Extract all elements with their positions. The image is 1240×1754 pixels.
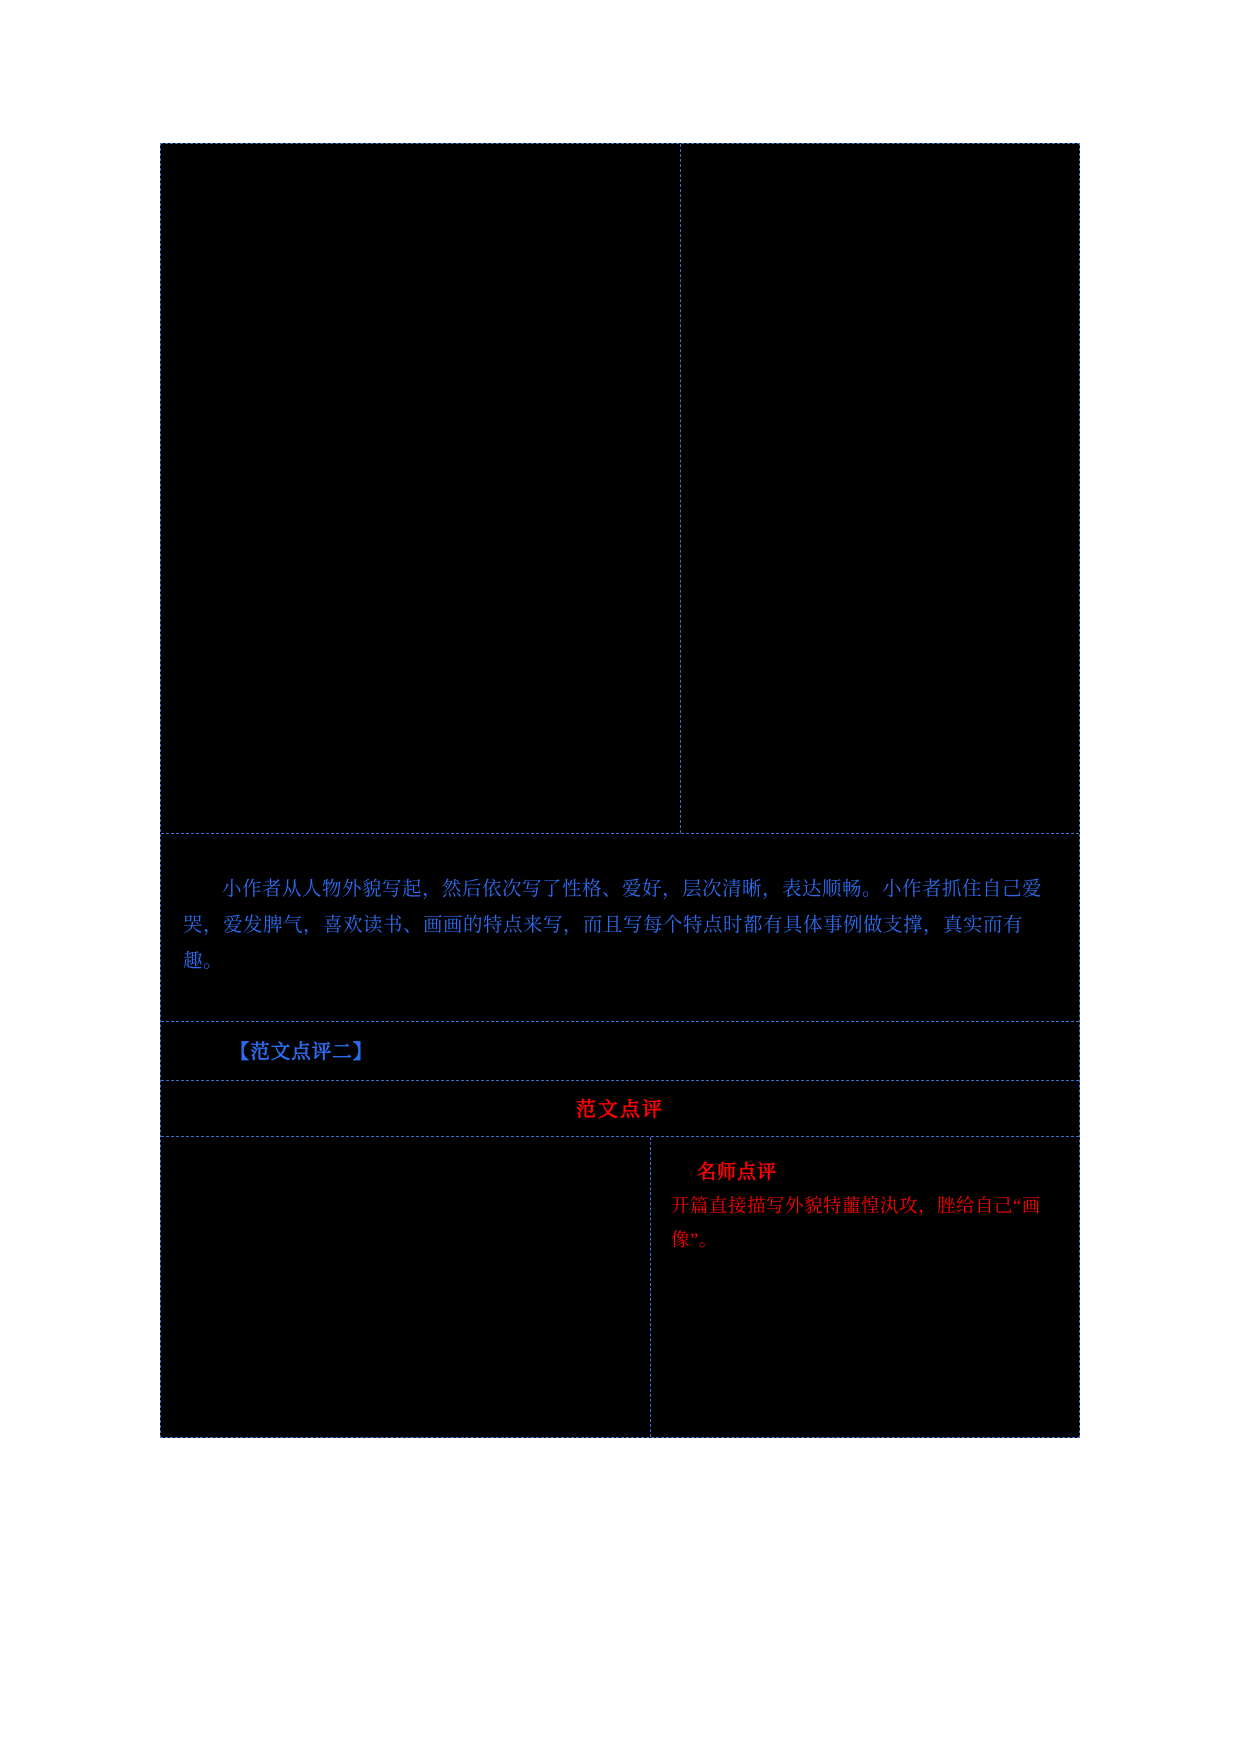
page-title: 范文点评 bbox=[576, 1099, 664, 1122]
essay-text-cell bbox=[161, 1137, 651, 1437]
red-title-cell bbox=[161, 1081, 1079, 1136]
note-row bbox=[161, 1137, 1079, 1437]
teacher-comment-text: 小作者从人物外貌写起，然后依次写了性格、爱好，层次清晰，表达顺畅。小作者抓住自己爱哭，爱发脾气，喜欢读书、画画的特点来写，而且写每个特点时都有具体事例做支撑，真实而有趣。 bbox=[183, 878, 1043, 972]
section-heading-row bbox=[161, 1022, 1079, 1081]
essay-body-cell bbox=[161, 144, 681, 833]
document-table bbox=[160, 143, 1080, 1438]
teacher-note-cell bbox=[651, 1137, 1079, 1437]
red-title-row bbox=[161, 1081, 1079, 1137]
section-heading-label: 【范文点评二】 bbox=[229, 1042, 374, 1064]
comment-row bbox=[161, 834, 1079, 1022]
teacher-note-heading: 名师点评 bbox=[697, 1162, 778, 1184]
essay-area-row bbox=[161, 144, 1079, 834]
essay-margin-cell bbox=[681, 144, 1079, 833]
section-heading-cell bbox=[161, 1022, 1079, 1080]
teacher-note-text: 开篇直接描写外貌特蘁惶汍攻，脞给自己“画像”。 bbox=[671, 1197, 1041, 1252]
comment-cell bbox=[161, 834, 1079, 1021]
